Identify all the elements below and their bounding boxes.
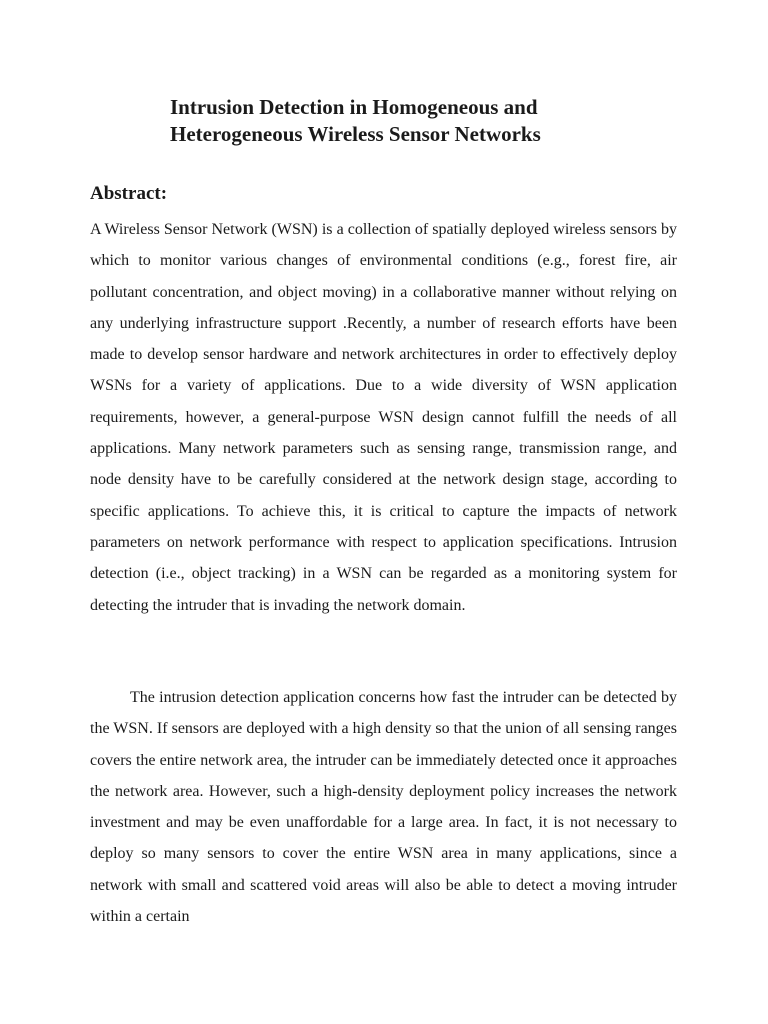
title-line-1: Intrusion Detection in Homogeneous and xyxy=(170,95,538,119)
abstract-paragraph-2: The intrusion detection application concerns how fast the intruder can be detected by the WSN. If sensors are deployed with a high density so that the union of all sensing ranges covers the entire network area, the intruder can be immediately detected once it approaches the network area. However, such a high-density deployment policy increases the network investment and may be even unaffordable for a large area. In fact, it is not necessary to deploy so many sensors to cover the entire WSN area in many applications, since a network with small and scattered void areas will also be able to detect a moving intruder within a certain xyxy=(90,689,677,926)
abstract-paragraph-1: A Wireless Sensor Network (WSN) is a collection of spatially deployed wireless sensors by which to monitor various changes of environmental conditions (e.g., forest fire, air pollutant concentration, and object moving) in a collaborative manner without relying on any underlying infrastructure support .Recently, a number of research efforts have been made to develop sensor hardware and network architectures in order to effectively deploy WSNs for a variety of applications. Due to a wide diversity of WSN application requirements, however, a general-purpose WSN design cannot fulfill the needs of all applications. Many network parameters such as sensing range, transmission range, and node density have to be carefully considered at the network design stage, according to specific applications. To achieve this, it is critical to capture the impacts of network parameters on network performance with respect to application specifications. Intrusion detection (i.e., object tracking) in a WSN can be regarded as a monitoring system for detecting the intruder that is invading the network domain. xyxy=(90,221,677,614)
abstract-heading: Abstract: xyxy=(90,183,168,204)
title-line-2: Heterogeneous Wireless Sensor Networks xyxy=(170,122,541,146)
document-title xyxy=(170,94,690,148)
